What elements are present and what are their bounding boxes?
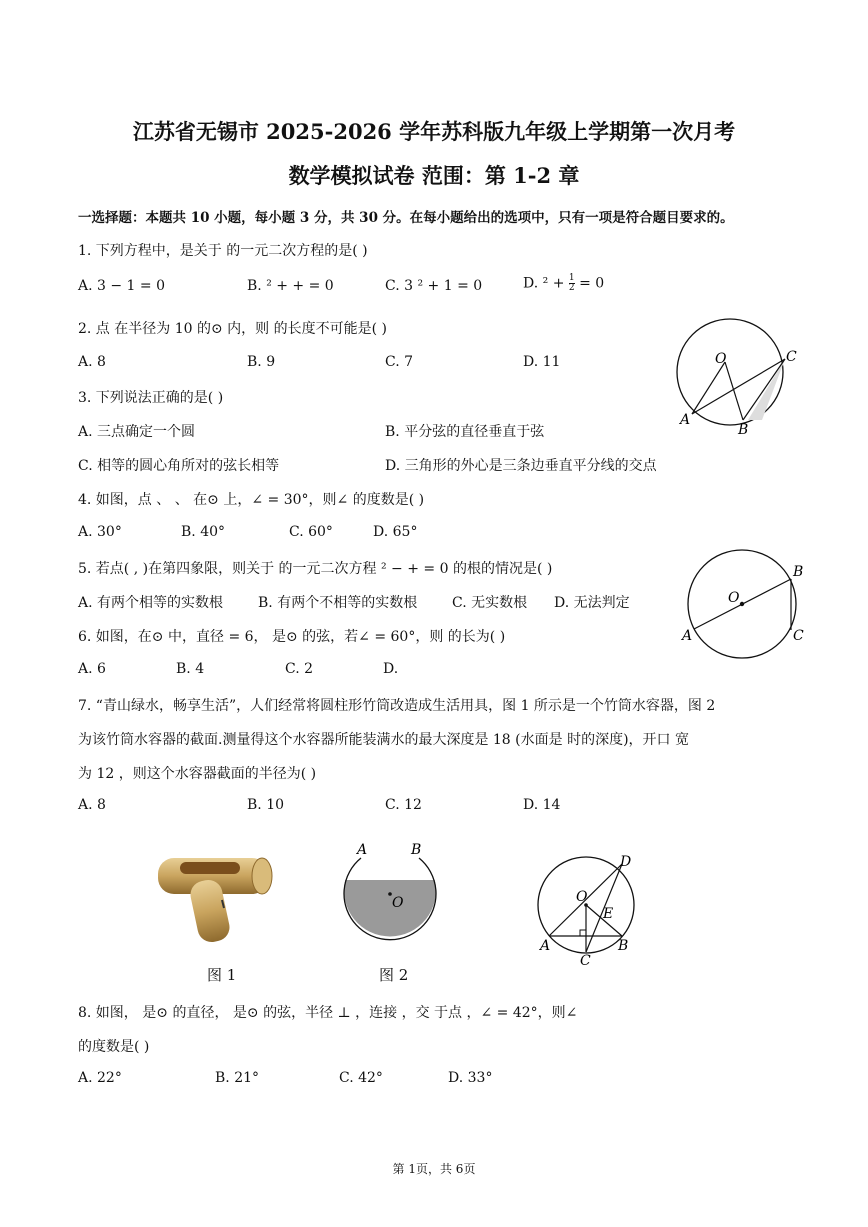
question-6-option-a: A. 6: [78, 661, 106, 677]
question-6-option-d: D.: [383, 661, 399, 677]
question-1-option-d-prefix: D. ² +: [523, 275, 565, 292]
question-1-option-c: C. 3 ² + 1 = 0: [385, 278, 483, 294]
label-o: O: [715, 351, 727, 367]
label-e: E: [603, 906, 614, 922]
label-b: B: [793, 564, 804, 580]
question-8-line1: 8. 如图， 是⊙ 的直径， 是⊙ 的弦，半径 ⊥ ，连接 ，交 于点 ，∠ = 42°，则∠: [78, 1005, 578, 1021]
label-c: C: [793, 628, 804, 644]
circle: [677, 319, 783, 425]
question-6-stem: 6. 如图，在⊙ 中，直径 = 6， 是⊙ 的弦，若∠ = 60°，则 的长为( ): [78, 629, 506, 645]
question-3-option-c: C. 相等的圆心角所对的弦长相等: [78, 458, 280, 474]
fraction-denominator: 2: [568, 283, 575, 293]
question-8-option-a: A. 22°: [78, 1070, 122, 1086]
label-c: C: [580, 953, 591, 969]
question-4-option-c: C. 60°: [289, 524, 333, 540]
page-title-line1: 江苏省无锡市 2025-2026 学年苏科版九年级上学期第一次月考: [132, 119, 736, 144]
page-title-line2: 数学模拟试卷 范围：第 1-2 章: [288, 163, 580, 188]
label-a: A: [540, 938, 551, 954]
question-4-option-b: B. 40°: [181, 524, 226, 540]
question-7-line3: 为 12 ，则这个水容器截面的半径为( ): [78, 766, 317, 782]
label-o: O: [728, 590, 740, 606]
right-angle-mark: [580, 930, 586, 936]
question-1-option-d: [523, 274, 604, 293]
question-7-line1: 7. “青山绿水，畅享生活”，人们经常将圆柱形竹筒改造成生活用具，图 1 所示是一个竹筒水容器，图 2: [78, 698, 716, 714]
question-3-option-d: D. 三角形的外心是三条边垂直平分线的交点: [385, 458, 657, 474]
figure-q8-circle: [530, 850, 648, 970]
segment-ob: [725, 362, 743, 420]
section-heading: 一选择题：本题共 10 小题，每小题 3 分，共 30 分。在每小题给出的选项中，只有一项是符合题目要求的。: [78, 210, 734, 226]
label-a: A: [682, 628, 693, 644]
label-c: C: [786, 349, 797, 365]
label-o: O: [576, 889, 588, 905]
fraction: [569, 274, 575, 293]
question-2-option-a: A. 8: [78, 354, 106, 370]
water-region: [344, 880, 436, 936]
question-1-option-a: A. 3 − 1 = 0: [78, 278, 165, 294]
question-7-option-a: A. 8: [78, 797, 106, 813]
label-a: A: [680, 412, 691, 428]
question-3-option-b: B. 平分弦的直径垂直于弦: [385, 424, 545, 440]
question-8-option-c: C. 42°: [339, 1070, 383, 1086]
question-8-line2: 的度数是( ): [78, 1039, 150, 1055]
figure-1-caption: 图 1: [207, 966, 237, 984]
question-4-option-d: D. 65°: [373, 524, 418, 540]
question-4-option-a: A. 30°: [78, 524, 122, 540]
figure-q4-circle: [664, 316, 808, 440]
label-b: B: [738, 422, 749, 438]
label-b: B: [411, 842, 422, 858]
question-2-option-c: C. 7: [385, 354, 414, 370]
question-8-option-d: D. 33°: [448, 1070, 493, 1086]
question-6-option-c: C. 2: [285, 661, 314, 677]
page-footer: 第 1页，共 6页: [392, 1162, 476, 1176]
label-d: D: [620, 854, 632, 870]
question-2-stem: 2. 点 在半径为 10 的⊙ 内，则 的长度不可能是( ): [78, 321, 387, 337]
tube-opening: [180, 862, 240, 874]
question-5-option-d: D. 无法判定: [554, 595, 630, 611]
question-6-option-b: B. 4: [176, 661, 205, 677]
question-7-option-c: C. 12: [385, 797, 422, 813]
bamboo-container-image: [150, 848, 278, 948]
label-b: B: [618, 938, 629, 954]
label-a: A: [357, 842, 368, 858]
question-5-stem: 5. 若点( , )在第四象限，则关于 的一元二次方程 ² − + = 0 的根的情况是( ): [78, 561, 553, 577]
center-point: [740, 602, 744, 606]
question-5-option-c: C. 无实数根: [452, 595, 528, 611]
question-1-stem: 1. 下列方程中，是关于 的一元二次方程的是( ): [78, 243, 368, 259]
question-2-option-b: B. 9: [247, 354, 276, 370]
figure-2-caption: 图 2: [379, 966, 409, 984]
question-1-option-d-suffix: = 0: [579, 275, 605, 292]
tube-end: [252, 858, 272, 894]
question-8-option-b: B. 21°: [215, 1070, 260, 1086]
question-3-option-a: A. 三点确定一个圆: [78, 424, 196, 440]
label-o: O: [392, 895, 404, 911]
question-5-option-a: A. 有两个相等的实数根: [78, 595, 224, 611]
question-1-option-b: B. ² + + = 0: [247, 278, 334, 294]
question-7-option-b: B. 10: [247, 797, 285, 813]
figure-q6-circle: [680, 548, 810, 664]
figure-q7-cross-section: [335, 838, 445, 950]
question-7-option-d: D. 14: [523, 797, 561, 813]
question-4-stem: 4. 如图，点 、 、 在⊙ 上，∠ = 30°，则∠ 的度数是( ): [78, 492, 425, 508]
fraction-numerator: 1: [568, 273, 575, 283]
segment-oa: [692, 362, 725, 414]
question-2-option-d: D. 11: [523, 354, 561, 370]
question-7-line2: 为该竹筒水容器的截面.测量得这个水容器所能装满水的最大深度是 18 (水面是 时的深度)，开口 宽: [78, 732, 689, 748]
question-5-option-b: B. 有两个不相等的实数根: [258, 595, 418, 611]
question-3-stem: 3. 下列说法正确的是( ): [78, 390, 224, 406]
